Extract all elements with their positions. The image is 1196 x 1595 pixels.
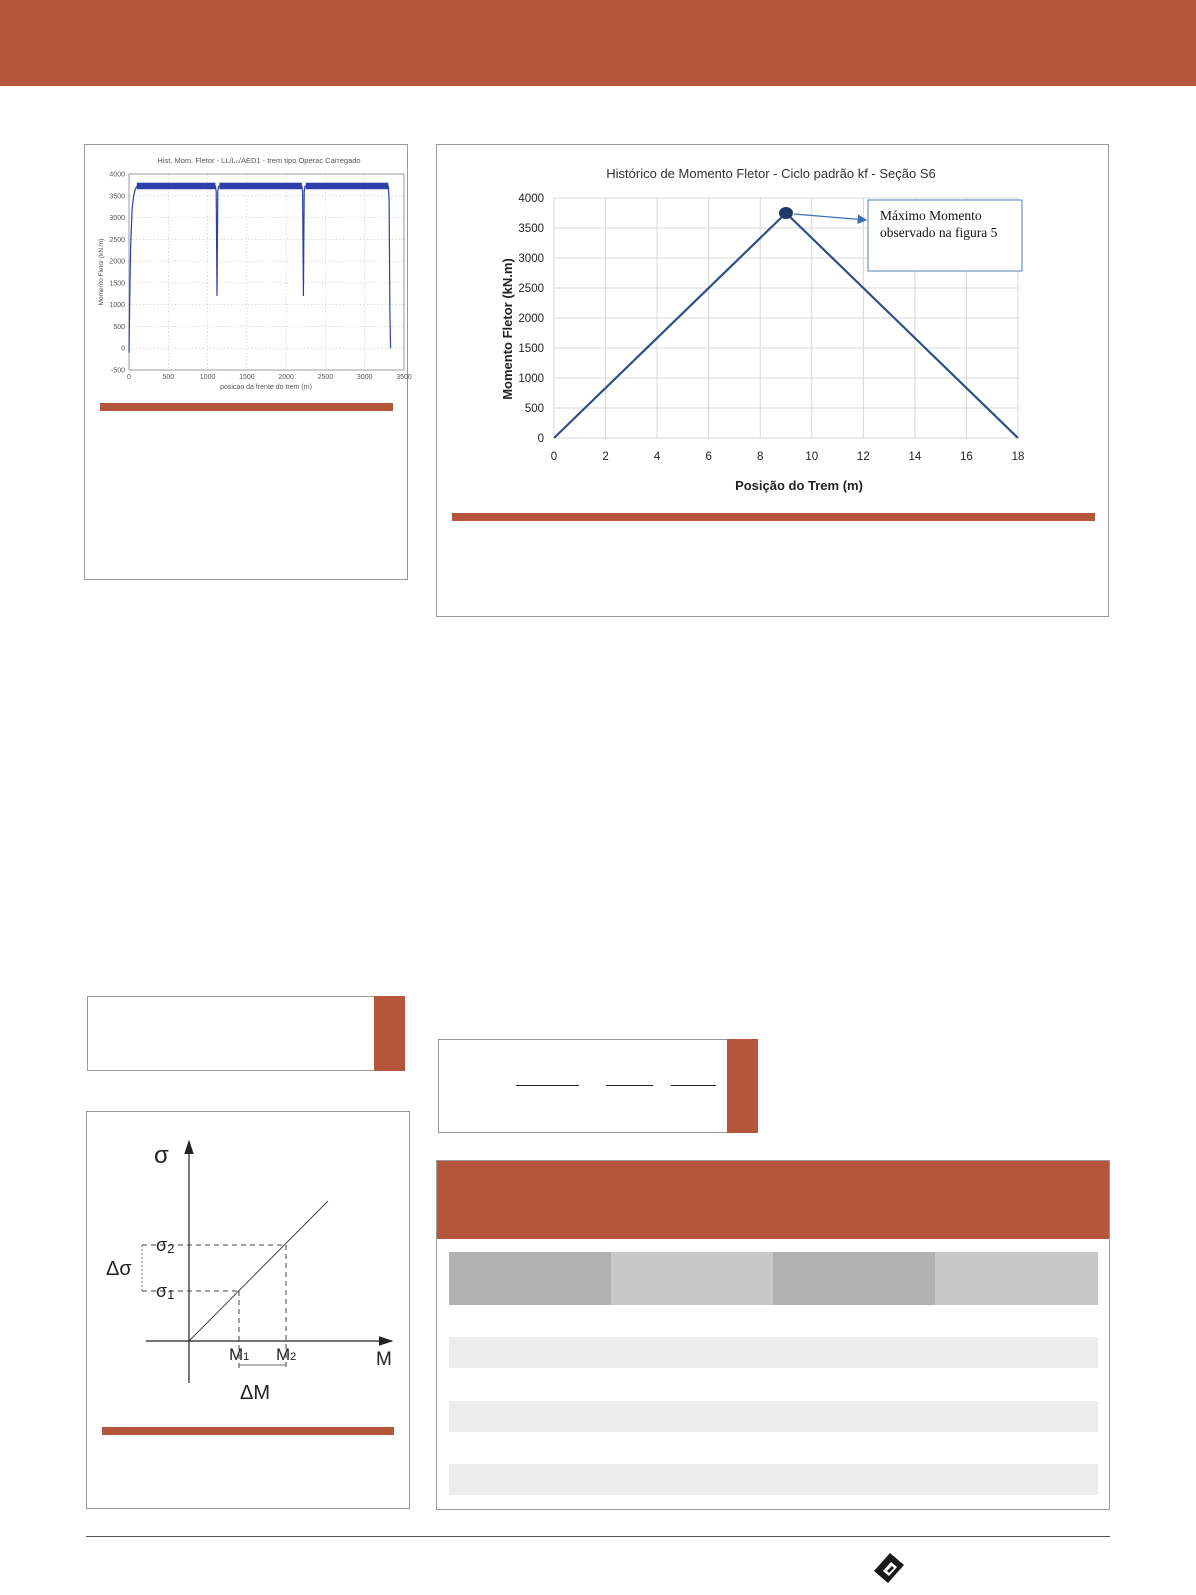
figure-2-ytick-label: 500 (524, 403, 544, 415)
figure-2-annotation-line2: observado na figura 5 (880, 225, 998, 240)
figure-2-xtick-label: 10 (805, 451, 819, 463)
figure-2-ytick-label: 1000 (518, 373, 544, 385)
figure-2-ytick-label: 3000 (518, 253, 544, 265)
table-row (449, 1337, 1098, 1368)
figure-1-ytick-label: 2000 (109, 258, 125, 266)
table-header-cell-1 (449, 1252, 611, 1305)
figure-3-caption-bar (102, 1427, 394, 1435)
figure-1-series-band (219, 183, 302, 190)
table-header-cell-3 (773, 1252, 935, 1305)
figure-1-ylabel: Momento Fletor (kN.m) (98, 238, 105, 306)
fraction-bar-2 (606, 1085, 653, 1086)
figure-1-ytick-label: 1500 (109, 280, 125, 288)
figure-2-ytick-label: 4000 (518, 193, 544, 205)
figure-2-ytick-label: 3500 (518, 223, 544, 235)
table-row (449, 1464, 1098, 1495)
figure-1-chart (84, 144, 412, 404)
figure-1-ytick-label: 3000 (109, 215, 125, 223)
linear-relation-line (189, 1201, 328, 1341)
figure-1-ytick-label: 0 (121, 345, 125, 353)
publisher-logo (872, 1549, 908, 1587)
figure-2-ytick-label: 0 (537, 433, 544, 445)
figure-1-xtick-label: 1500 (239, 374, 255, 381)
figure-2-max-point (779, 207, 793, 219)
header-band (0, 0, 1196, 86)
table-header-cell-4 (935, 1252, 1098, 1305)
figure-1-ytick-label: -500 (110, 367, 125, 375)
figure-2-xtick-label: 6 (705, 451, 712, 463)
figure-2-xtick-label: 16 (960, 451, 973, 463)
figure-1-ytick-label: 500 (113, 323, 125, 331)
figure-1-series-band (306, 183, 389, 190)
equation-box-2-tab (727, 1039, 758, 1133)
figure-2-annotation-line1: Máximo Momento (880, 208, 982, 223)
figure-2-ytick-label: 2000 (518, 313, 544, 325)
figure-1-xtick-label: 2000 (278, 374, 294, 381)
table-row (449, 1401, 1098, 1432)
delta-m-label: ΔM (240, 1382, 271, 1404)
figure-2-xtick-label: 0 (550, 451, 558, 463)
figure-1-xtick-label: 3500 (396, 374, 412, 381)
fraction-bar-1 (516, 1085, 579, 1086)
figure-2-annotation-arrow (794, 214, 866, 220)
sigma2-label: σ2 (156, 1235, 175, 1256)
figure-2-xtick-label: 2 (602, 451, 609, 463)
figure-2-xtick-label: 12 (856, 451, 870, 463)
equation-box-2 (438, 1039, 758, 1133)
figure-1-xtick-label: 0 (127, 374, 131, 381)
m1-label: M1 (229, 1345, 250, 1364)
figure-1-ytick-label: 3500 (109, 193, 125, 201)
equation-box-1 (87, 996, 405, 1071)
fraction-bar-3 (671, 1085, 716, 1086)
sigma1-label: σ1 (156, 1281, 175, 1302)
figure-1-caption-bar (100, 403, 393, 411)
figure-1-ytick-label: 1000 (109, 302, 125, 310)
figure-1-xtick-label: 3000 (356, 374, 373, 381)
figure-3-diagram (86, 1111, 410, 1411)
figure-2-xlabel: Posição do Trem (m) (735, 478, 863, 493)
m2-label: M2 (276, 1345, 297, 1364)
footer-rule (86, 1536, 1110, 1537)
figure-2-ytick-label: 2500 (518, 283, 544, 295)
sigma-axis-label: σ (154, 1142, 169, 1169)
figure-1-xtick-label: 1000 (199, 374, 216, 381)
figure-2-chart (436, 144, 1109, 514)
delta-sigma-label: Δσ (106, 1258, 132, 1280)
table-header-cell-2 (611, 1252, 773, 1305)
figure-1-xtick-label: 500 (162, 374, 175, 381)
figure-1-series-band (137, 183, 216, 190)
figure-1-xlabel: posicao da frente do trem (m) (220, 384, 312, 391)
equation-box-1-tab (374, 996, 405, 1071)
figure-2-xtick-label: 4 (653, 451, 661, 463)
figure-2-xtick-label: 8 (757, 451, 764, 463)
table-title-band (437, 1161, 1109, 1239)
figure-2-ylabel: Momento Fletor (kN.m) (500, 258, 515, 400)
figure-2-caption-bar (452, 513, 1095, 521)
figure-1-ytick-label: 4000 (109, 171, 125, 179)
figure-1-ytick-label: 2500 (109, 236, 125, 244)
figure-2-title: Histórico de Momento Fletor - Ciclo padrão kf - Seção S6 (606, 166, 936, 181)
m-axis-label: M (376, 1349, 392, 1370)
figure-2-xtick-label: 18 (1011, 451, 1025, 463)
figure-2-xtick-label: 14 (908, 451, 922, 463)
figure-1-title: Hist. Mom. Fletor - LL/L₀/AED1 - trem tipo Operac Carregado (157, 156, 361, 165)
figure-2-ytick-label: 1500 (518, 343, 544, 355)
figure-1-xtick-label: 2500 (317, 374, 334, 381)
